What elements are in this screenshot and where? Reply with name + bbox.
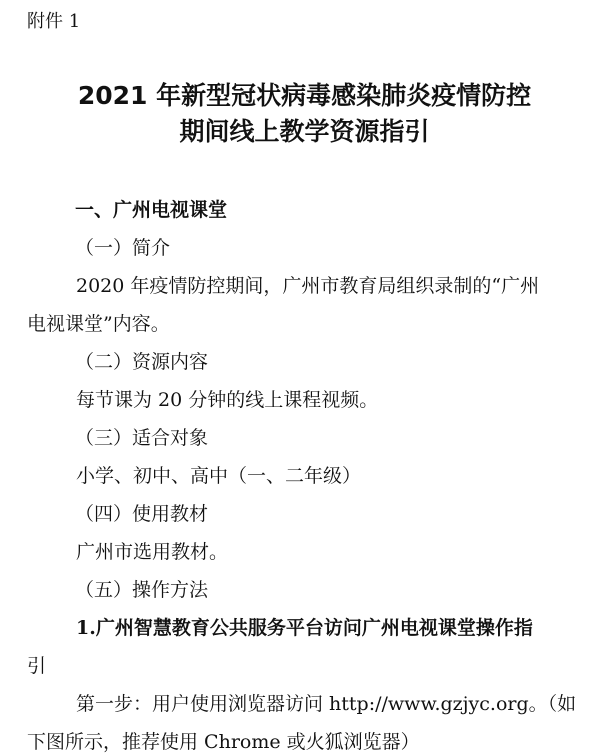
document-title-line-2: 期间线上教学资源指引 — [179, 117, 430, 146]
subheading-intro: （一）简介 — [75, 237, 171, 259]
attachment-label: 附件 1 — [27, 11, 81, 32]
method-1-heading-line-1: 1.广州智慧教育公共服务平台访问广州电视课堂操作指 — [76, 617, 533, 639]
method-1-heading-line-2: 引 — [27, 655, 47, 677]
resource-content-paragraph: 每节课为 20 分钟的线上课程视频。 — [76, 389, 379, 411]
textbooks-paragraph: 广州市选用教材。 — [76, 541, 229, 563]
subheading-resource-content: （二）资源内容 — [75, 351, 209, 373]
target-audience-paragraph: 小学、初中、高中（一、二年级） — [76, 465, 362, 487]
document-title-line-1: 2021 年新型冠状病毒感染肺炎疫情防控 — [77, 81, 532, 110]
intro-paragraph-line-1: 2020 年疫情防控期间，广州市教育局组织录制的“广州 — [76, 275, 540, 297]
subheading-operation-method: （五）操作方法 — [75, 579, 209, 601]
subheading-textbooks: （四）使用教材 — [75, 503, 209, 525]
section-heading-guangzhou-tv-classroom: 一、广州电视课堂 — [75, 199, 228, 221]
subheading-target-audience: （三）适合对象 — [75, 427, 209, 449]
step-1-line-2: 下图所示，推荐使用 Chrome 或火狐浏览器） — [27, 731, 420, 753]
step-1-line-1: 第一步：用户使用浏览器访问 http://www.gzjyc.org。（如 — [76, 693, 577, 715]
intro-paragraph-line-2: 电视课堂”内容。 — [27, 313, 170, 335]
